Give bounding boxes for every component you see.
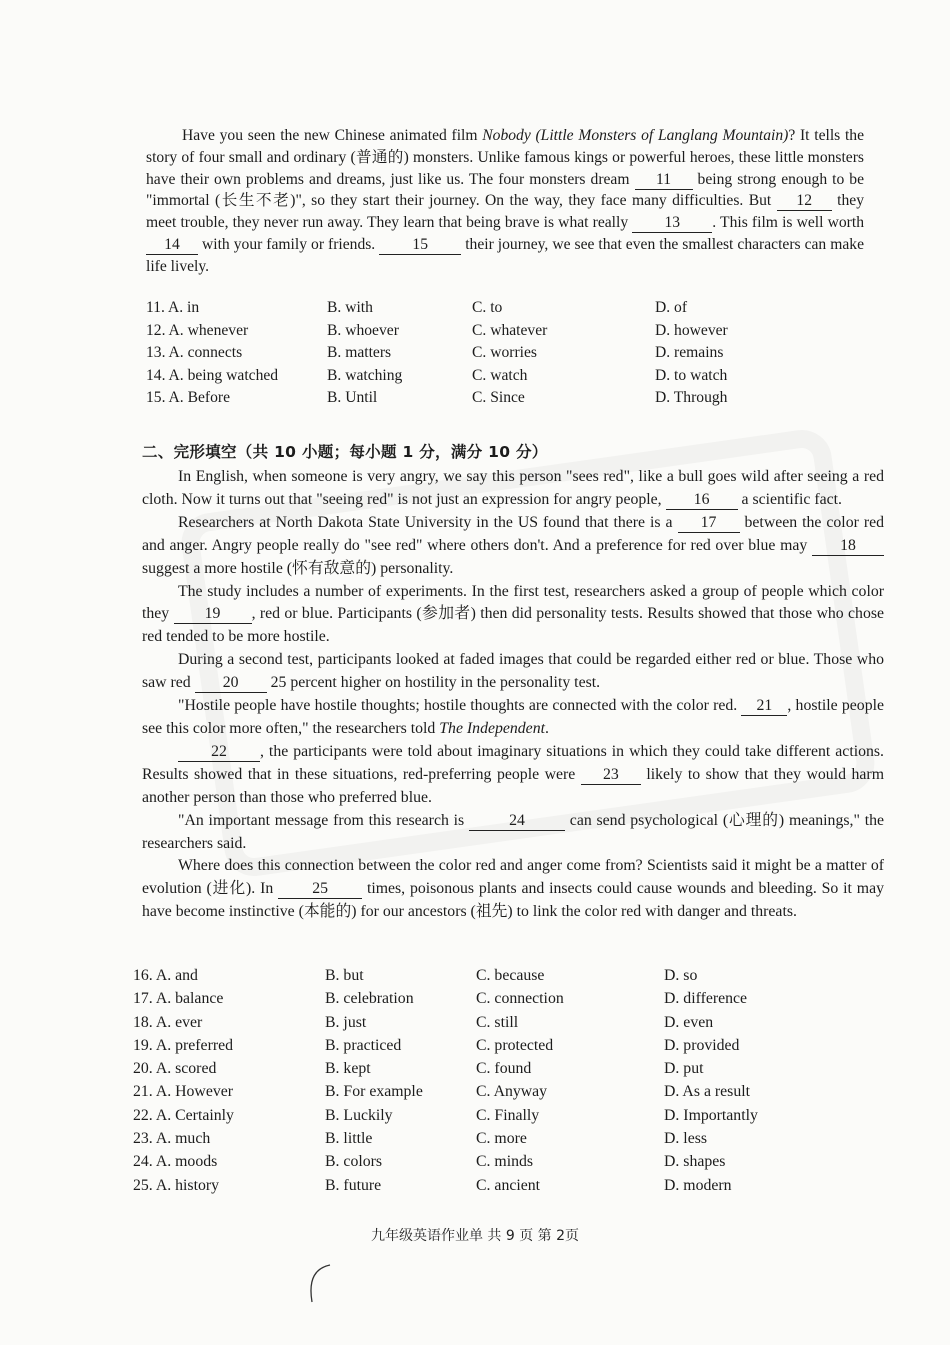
option-row-15 — [146, 389, 866, 412]
option-11-c[interactable]: C. to — [472, 299, 503, 316]
blank-22[interactable]: 22 — [178, 743, 260, 762]
blank-24[interactable]: 24 — [469, 812, 565, 831]
option-23-b[interactable]: B. little — [325, 1130, 373, 1148]
option-13-b[interactable]: B. matters — [327, 344, 392, 362]
option-24-a[interactable]: 24. A. moods — [133, 1153, 218, 1171]
section-2-heading: 二、完形填空（共 10 小题；每小题 1 分，满分 10 分） — [142, 443, 548, 461]
option-row-20 — [133, 1060, 893, 1083]
option-19-d[interactable]: D. provided — [664, 1036, 740, 1054]
option-24-b[interactable]: B. colors — [325, 1153, 383, 1171]
option-16-d[interactable]: D. so — [664, 967, 698, 984]
option-22-b[interactable]: B. Luckily — [325, 1106, 393, 1124]
page-footer: 九年级英语作业单 共 9 页 第 2页 — [370, 1228, 580, 1244]
option-20-c[interactable]: C. found — [476, 1060, 532, 1078]
option-row-12 — [146, 322, 866, 345]
option-14-a[interactable]: 14. A. being watched — [146, 366, 279, 384]
option-22-c[interactable]: C. Finally — [476, 1106, 540, 1124]
option-11-a[interactable]: 11. A. in — [146, 299, 200, 316]
blank-16[interactable]: 16 — [666, 491, 738, 510]
option-15-b[interactable]: B. Until — [327, 389, 378, 407]
option-row-11 — [146, 299, 866, 322]
option-20-a[interactable]: 20. A. scored — [133, 1060, 217, 1078]
option-16-c[interactable]: C. because — [476, 967, 545, 984]
option-15-d[interactable]: D. Through — [655, 389, 728, 407]
option-25-c[interactable]: C. ancient — [476, 1176, 541, 1194]
option-15-a[interactable]: 15. A. Before — [146, 389, 231, 407]
cloze-paragraph-2: Researchers at North Dakota State University in the US found that there is a 17 between the color red and anger. Angry people really do "see red" where others don't. And a preference for red over blue may 18 suggest a more hostile (怀有敌意的) personality. — [142, 513, 884, 577]
option-11-d[interactable]: D. of — [655, 299, 688, 316]
blank-20[interactable]: 20 — [195, 674, 267, 693]
option-12-b[interactable]: B. whoever — [327, 321, 399, 339]
option-row-23 — [133, 1130, 893, 1153]
blank-14[interactable]: 14 — [146, 236, 198, 255]
option-19-c[interactable]: C. protected — [476, 1036, 554, 1054]
option-17-a[interactable]: 17. A. balance — [133, 990, 224, 1008]
option-24-c[interactable]: C. minds — [476, 1153, 534, 1171]
option-row-22 — [133, 1107, 893, 1130]
option-row-24 — [133, 1153, 893, 1176]
cloze-paragraph-4: During a second test, participants looked at faded images that could be regarded either red or blue. Those who saw red 20 25 percent higher on hostility in the personality test. — [142, 651, 884, 692]
option-16-b[interactable]: B. but — [325, 967, 364, 984]
blank-18[interactable]: 18 — [812, 537, 884, 556]
option-row-16 — [133, 967, 893, 990]
option-17-c[interactable]: C. connection — [476, 990, 564, 1008]
option-18-b[interactable]: B. just — [325, 1013, 367, 1031]
option-23-d[interactable]: D. less — [664, 1130, 708, 1148]
option-12-c[interactable]: C. whatever — [472, 321, 548, 339]
option-16-a[interactable]: 16. A. and — [133, 967, 198, 984]
cloze-paragraph-6: 22 , the participants were told about imaginary situations in which they could take different actions. Results showed that in these situations, red-preferring people were 23 likely to show that they would harm another person than those who preferred blue. — [142, 742, 884, 806]
option-22-d[interactable]: D. Importantly — [664, 1106, 758, 1124]
option-21-d[interactable]: D. As a result — [664, 1083, 750, 1101]
option-13-d[interactable]: D. remains — [655, 344, 724, 362]
blank-19[interactable]: 19 — [174, 605, 252, 624]
passage-1-paragraph: Have you seen the new Chinese animated film Nobody (Little Monsters of Langlang Mountain)? It tells the story of four small and ordinary (普通的) monsters. Unlike famous kings or powerful heroes, these little monsters have their own problems and dreams, just like us. The four monsters dream 11 being strong enough to be "immortal (长生不老)", so they start their journey. On the way, they face many difficulties. But 12 they meet trouble, they never run away. They learn that being brave is what really 13 . This film is well worth 14 with your family or friends. 15 their journey, we see that even the smallest characters can make life lively. — [146, 127, 865, 275]
option-row-14 — [146, 367, 866, 390]
option-20-b[interactable]: B. kept — [325, 1060, 371, 1078]
blank-13[interactable]: 13 — [632, 214, 712, 233]
option-14-c[interactable]: C. watch — [472, 366, 528, 384]
cloze-paragraph-3: The study includes a number of experiments. In the first test, researchers asked a group of people which color they 19 , red or blue. Participants (参加者) then did personality tests. Results showed that those who chose red tended to be more hostile. — [142, 582, 884, 646]
blank-15[interactable]: 15 — [379, 236, 461, 255]
option-25-d[interactable]: D. modern — [664, 1176, 732, 1194]
cloze-paragraph-5: "Hostile people have hostile thoughts; hostile thoughts are connected with the color red. 21 , hostile people see this color more often," the researchers told The Independent. — [142, 697, 884, 737]
options-16-25 — [133, 967, 893, 1200]
option-19-a[interactable]: 19. A. preferred — [133, 1036, 234, 1054]
option-15-c[interactable]: C. Since — [472, 389, 525, 407]
option-23-c[interactable]: C. more — [476, 1130, 527, 1148]
reading-passage-1 — [146, 125, 864, 278]
option-14-d[interactable]: D. to watch — [655, 366, 728, 384]
options-11-15 — [146, 299, 866, 412]
option-18-d[interactable]: D. even — [664, 1013, 714, 1031]
cloze-paragraph-7: "An important message from this research is 24 can send psychological (心理的) meanings," the researchers said. — [142, 811, 884, 852]
cloze-paragraph-8: Where does this connection between the color red and anger come from? Scientists said it might be a matter of evolution (进化). In 25 times, poisonous plants and insects could cause wounds and bleeding. So it may have become instinctive (本能的) for our ancestors (祖先) to link the color red with danger and threats. — [142, 857, 884, 921]
option-20-d[interactable]: D. put — [664, 1060, 704, 1078]
newspaper-name: The Independent — [439, 719, 545, 737]
option-12-a[interactable]: 12. A. whenever — [146, 321, 249, 339]
option-25-b[interactable]: B. future — [325, 1176, 382, 1194]
option-18-a[interactable]: 18. A. ever — [133, 1013, 203, 1031]
option-25-a[interactable]: 25. A. history — [133, 1176, 220, 1194]
blank-17[interactable]: 17 — [678, 514, 740, 533]
option-17-d[interactable]: D. difference — [664, 990, 748, 1008]
option-21-b[interactable]: B. For example — [325, 1083, 423, 1101]
option-21-c[interactable]: C. Anyway — [476, 1083, 548, 1101]
option-14-b[interactable]: B. watching — [327, 366, 403, 384]
option-19-b[interactable]: B. practiced — [325, 1036, 402, 1054]
pen-mark-icon — [304, 1262, 334, 1306]
option-row-25 — [133, 1177, 893, 1200]
blank-21[interactable]: 21 — [741, 697, 787, 716]
option-12-d[interactable]: D. however — [655, 321, 728, 339]
option-18-c[interactable]: C. still — [476, 1013, 519, 1031]
option-13-c[interactable]: C. worries — [472, 344, 537, 362]
option-22-a[interactable]: 22. A. Certainly — [133, 1106, 234, 1124]
option-17-b[interactable]: B. celebration — [325, 990, 414, 1008]
blank-23[interactable]: 23 — [581, 766, 641, 785]
cloze-paragraph-1: In English, when someone is very angry, we say this person "sees red", like a bull goes wild after seeing a red cloth. Now it turns out that "seeing red" is not just an expression for angry people, 16 a scientific fact. — [142, 468, 884, 508]
blank-25[interactable]: 25 — [278, 880, 362, 899]
option-24-d[interactable]: D. shapes — [664, 1153, 726, 1171]
option-13-a[interactable]: 13. A. connects — [146, 344, 243, 362]
cloze-passage — [142, 466, 884, 924]
option-23-a[interactable]: 23. A. much — [133, 1130, 211, 1148]
film-title: Nobody (Little Monsters of Langlang Mountain) — [482, 127, 789, 144]
option-row-17 — [133, 990, 893, 1013]
option-row-19 — [133, 1037, 893, 1060]
option-21-a[interactable]: 21. A. However — [133, 1083, 234, 1101]
option-11-b[interactable]: B. with — [327, 299, 373, 316]
option-row-21 — [133, 1083, 893, 1106]
blank-11[interactable]: 11 — [635, 171, 693, 190]
blank-12[interactable]: 12 — [777, 192, 832, 211]
option-row-18 — [133, 1014, 893, 1037]
option-row-13 — [146, 344, 866, 367]
